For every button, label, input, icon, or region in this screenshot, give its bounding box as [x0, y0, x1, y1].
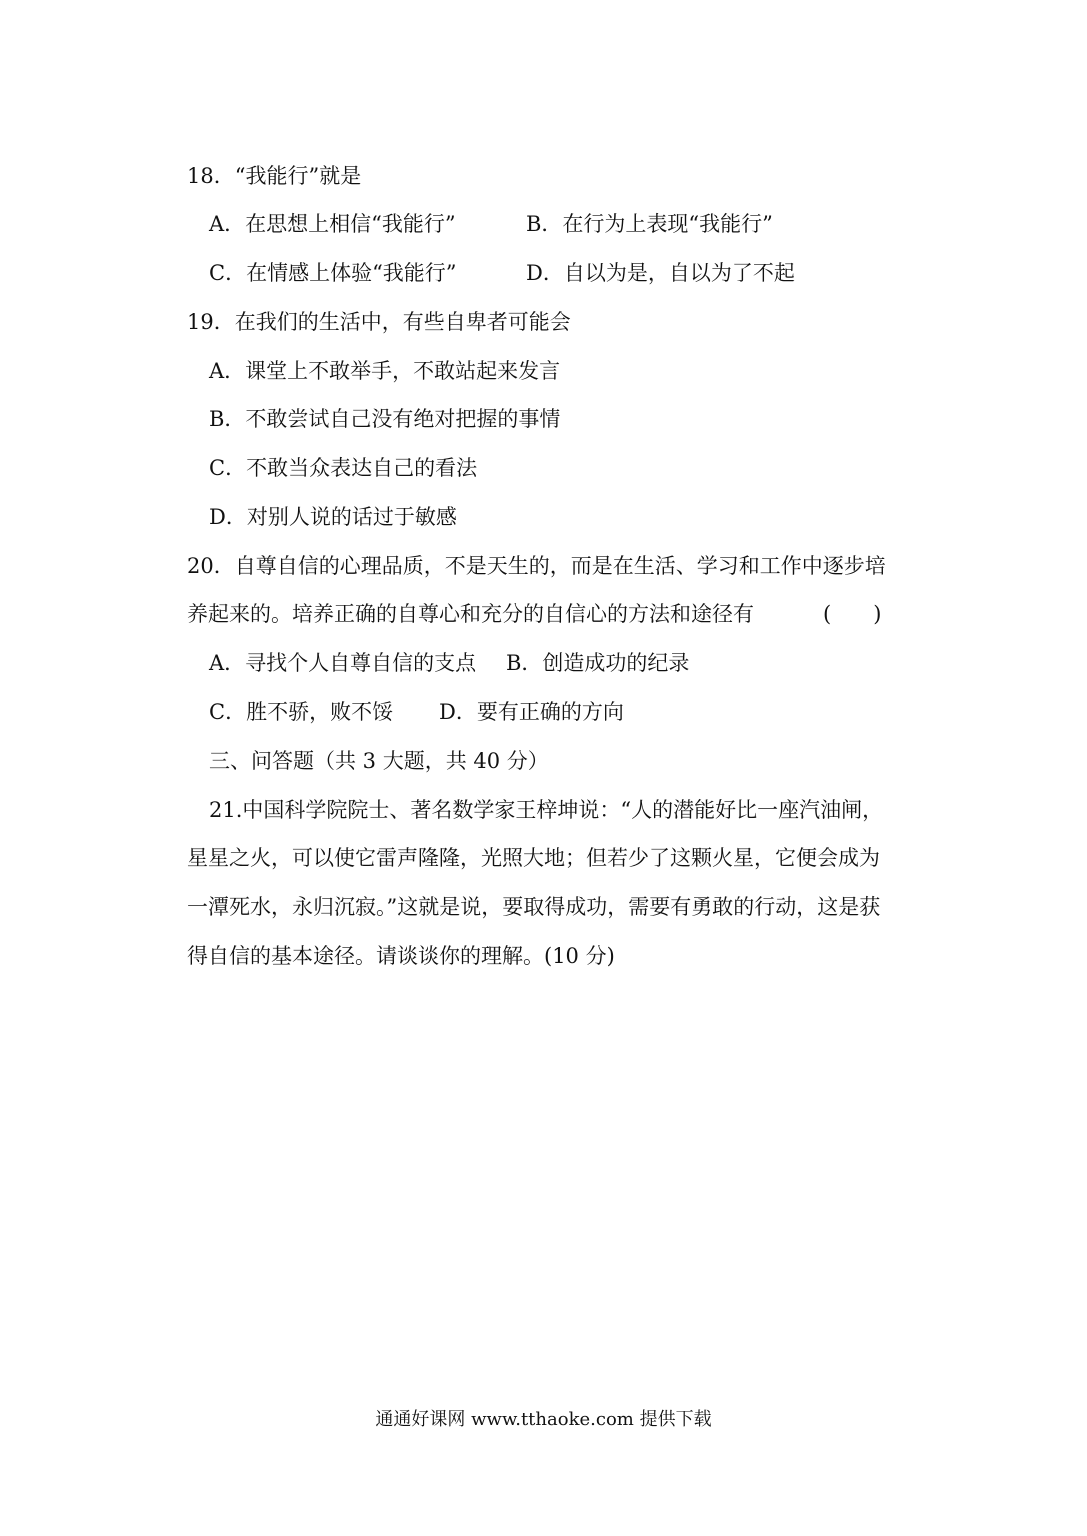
section-heading: 三、问答题（共 3 大题，共 40 分） — [209, 749, 549, 773]
q21-line3: 一潭死水，永归沉寂。”这就是说，要取得成功，需要有勇敢的行动，这是获 — [187, 895, 881, 919]
q18-stem: 18．“我能行”就是 — [187, 164, 362, 188]
q20-stem-line1: 20．自尊自信的心理品质，不是天生的，而是在生活、学习和工作中逐步培 — [187, 554, 886, 578]
q21-line2: 星星之火，可以使它雷声隆隆，光照大地；但若少了这颗火星，它便会成为 — [187, 846, 880, 870]
q19-option-a: A．课堂上不敢举手，不敢站起来发言 — [209, 359, 561, 383]
q20-option-d: D．要有正确的方向 — [439, 700, 624, 724]
q21-line4: 得自信的基本途径。请谈谈你的理解。(10 分) — [187, 944, 615, 968]
page-footer: 通通好课网 www.tthaoke.com 提供下载 — [375, 1409, 712, 1430]
q18-option-c: C．在情感上体验“我能行” — [209, 261, 457, 285]
q18-option-b: B．在行为上表现“我能行” — [526, 212, 773, 236]
q19-option-b: B．不敢尝试自己没有绝对把握的事情 — [209, 407, 561, 431]
q19-option-d: D．对别人说的话过于敏感 — [209, 505, 457, 529]
q20-option-c: C．胜不骄，败不馁 — [209, 700, 394, 724]
q18-option-a: A．在思想上相信“我能行” — [209, 212, 456, 236]
q19-stem: 19．在我们的生活中，有些自卑者可能会 — [187, 310, 571, 334]
q19-option-c: C．不敢当众表达自己的看法 — [209, 456, 478, 480]
q20-stem-line2: 养起来的。培养正确的自尊心和充分的自信心的方法和途径有 — [187, 602, 754, 626]
q20-option-a: A．寻找个人自尊自信的支点 — [209, 651, 477, 675]
q21-line1: 21.中国科学院院士、著名数学家王梓坤说：“人的潜能好比一座汽油闸， — [209, 798, 884, 822]
q20-option-b: B．创造成功的纪录 — [506, 651, 690, 675]
q18-option-d: D．自以为是，自以为了不起 — [526, 261, 795, 285]
q20-answer-blank: ( ) — [823, 602, 882, 626]
